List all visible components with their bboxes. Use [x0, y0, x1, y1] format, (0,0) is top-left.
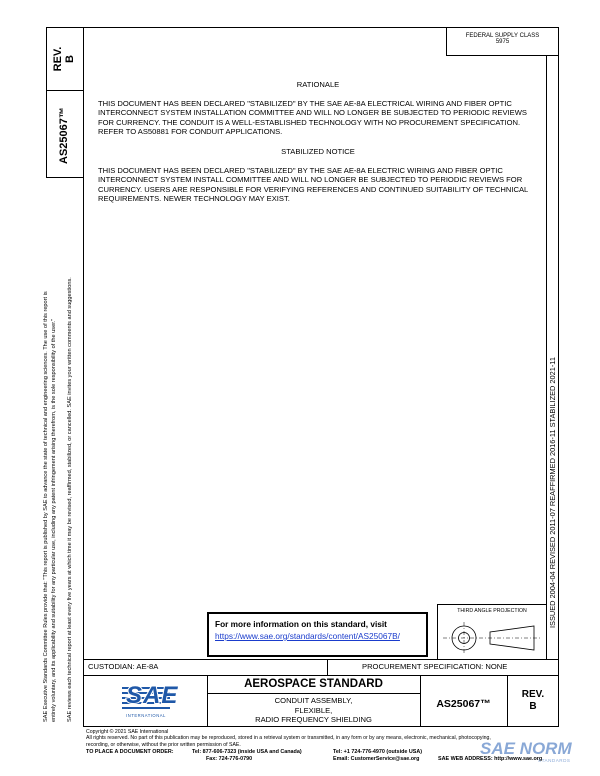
fsc-label: FEDERAL SUPPLY CLASS	[465, 33, 540, 39]
custodian: CUSTODIAN: AE-8A	[88, 662, 159, 671]
watermark-text: SAE NORM	[480, 739, 572, 758]
stabilized-text: THIS DOCUMENT HAS BEEN DECLARED "STABILIZED" BY THE SAE AE-8A ELECTRIC WIRING AND FIBER OPTIC INTERCONNECT SYSTEM INSTALL COMMITTEE AND WILL NO LONGER BE SUBJECTED TO PERIODIC REVIEWS FOR CURRENCY. USERS ARE RESPONSIBLE FOR VERIFYING REFERENCES AND CONTINUED SUITABILITY OF TECHNICAL REQUIREMENTS. NEWER TECHNOLOGY MAY EXIST.	[98, 166, 528, 203]
procurement: PROCUREMENT SPECIFICATION: NONE	[362, 662, 508, 671]
title-line-2: FLEXIBLE,	[294, 705, 333, 715]
rationale-text: THIS DOCUMENT HAS BEEN DECLARED "STABILIZED" BY THE SAE AE-8A ELECTRICAL WIRING AND FIBER OPTIC INTERCONNECT SYSTEM INSTALLATION COMMITTEE AND WILL NO LONGER BE SUBJECTED TO PERIODIC REVIEWS FOR CURRENCY. THE CONDUIT IS A WELL-ESTABLISHED TECHNOLOGY WITH NO PROCUREMENT SPECIFICATION. REFER TO AS50881 FOR CONDUIT APPLICATIONS.	[98, 99, 527, 136]
footer-order-label: TO PLACE A DOCUMENT ORDER:	[86, 749, 174, 755]
footer-fax: Fax: 724-776-0790	[206, 756, 253, 762]
body-content	[98, 80, 538, 203]
title-block-rev	[507, 689, 559, 713]
projection-box	[437, 604, 546, 659]
projection-label: THIRD ANGLE PROJECTION	[457, 608, 527, 614]
legal-notice	[42, 291, 58, 722]
side-block-top	[46, 27, 84, 28]
document-title	[207, 696, 420, 725]
fsc-number: 5975	[495, 39, 510, 45]
sae-logo-sub: INTERNATIONAL	[126, 713, 166, 718]
title-block-rev-label: REV.	[521, 689, 545, 700]
side-rev-value: B	[64, 55, 76, 63]
side-block-bottom	[46, 177, 84, 178]
legal-notice-line-2: entirely voluntary, and its applicability and suitability for any particular use, including any patent infringement arising therefrom, is the sole responsibility of the user."	[51, 318, 57, 722]
side-doc-number: AS25067™	[58, 107, 70, 164]
info-box-title: For more information on this standard, visit	[215, 619, 387, 629]
standard-type: AEROSPACE STANDARD	[244, 678, 383, 690]
title-line-3: RADIO FREQUENCY SHIELDING	[255, 715, 372, 724]
footer-email: Email: CustomerService@sae.org	[333, 756, 420, 762]
footer-tel-us: Tel: 877-606-7323 (inside USA and Canada)	[192, 749, 302, 755]
right-margin-divider	[546, 55, 547, 659]
standard-link[interactable]: https://www.sae.org/standards/content/AS25067B/	[215, 631, 400, 641]
footer-web: SAE WEB ADDRESS: http://www.sae.org	[438, 756, 543, 762]
title-block-divider	[83, 675, 559, 676]
title-line-1: CONDUIT ASSEMBLY,	[274, 696, 353, 705]
watermark	[480, 739, 595, 771]
title-block-top	[83, 659, 559, 660]
side-rev-label: REV.	[52, 46, 64, 72]
watermark-sub: STANDARDS	[538, 758, 571, 763]
rationale-title: RATIONALE	[296, 80, 340, 89]
custodian-divider	[327, 659, 328, 675]
sae-logo-text: SAE	[126, 682, 179, 709]
projection-symbol-icon	[438, 618, 546, 658]
side-column-divider	[46, 27, 47, 177]
standard-type-underline	[207, 693, 420, 694]
revision-history: ISSUED 2004-04 REVISED 2011-07 REAFFIRMED 2016-11 STABILIZED 2021-11	[548, 357, 557, 628]
legal-notice-line-3: SAE reviews each technical report at least every five years at which time it may be revised, reaffirmed, stabilized, or cancelled. SAE invites your written comments and suggestions.	[67, 277, 73, 722]
title-block-doc-number: AS25067™	[436, 698, 491, 710]
info-box	[207, 612, 428, 657]
footer-tel-intl: Tel: +1 724-776-4970 (outside USA)	[333, 749, 423, 755]
sae-logo	[122, 682, 179, 720]
fsc-box-bottom	[446, 55, 559, 56]
footer-copyright: Copyright © 2021 SAE International	[86, 729, 169, 735]
side-block-mid	[46, 90, 84, 91]
side-rev	[52, 34, 76, 84]
footer-rights-2: recording, or otherwise, without the prior written permission of SAE.	[86, 741, 241, 748]
legal-notice-line-1: SAE Executive Standards Committee Rules provide that: "This report is published by SAE to advance the state of technical and engineering sciences. The use of this report is	[43, 291, 49, 722]
footer-rights-1: All rights reserved. No part of this publication may be reproduced, stored in a retrieval system or transmitted, in any form or by any means, electronic, mechanical, photocopying,	[86, 735, 491, 742]
title-block-rev-value: B	[529, 701, 537, 712]
stabilized-title: STABILIZED NOTICE	[281, 147, 355, 157]
fsc-box	[446, 33, 559, 45]
